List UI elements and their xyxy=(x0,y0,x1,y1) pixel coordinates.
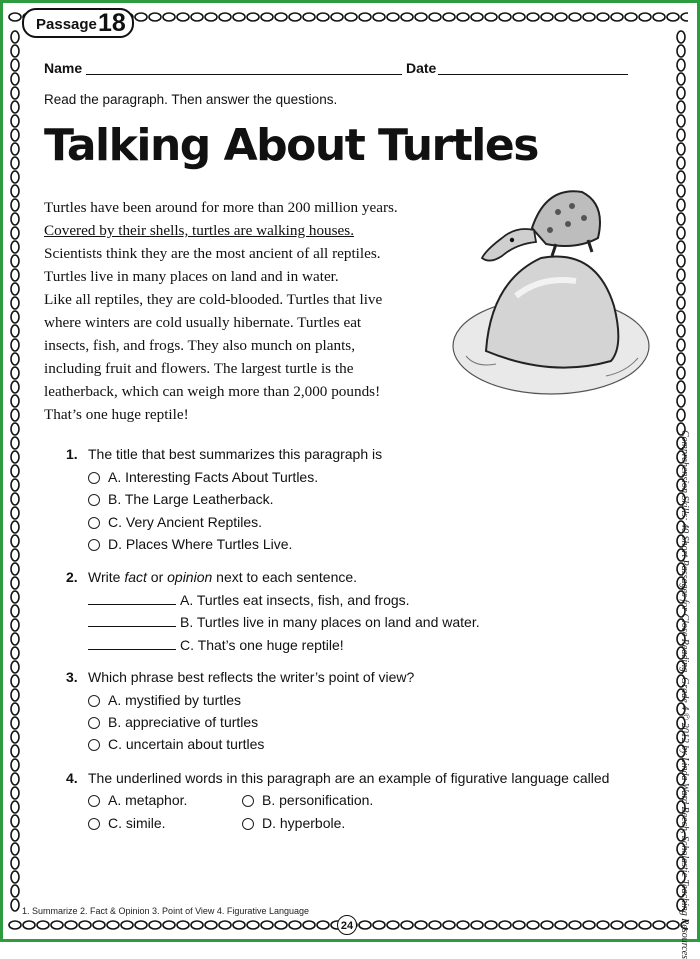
radio-button[interactable] xyxy=(88,818,100,830)
option-label: C. uncertain about turtles xyxy=(108,736,265,752)
q3-option-a[interactable] xyxy=(88,692,241,708)
passage-label xyxy=(22,8,134,38)
question-text: The title that best summarizes this paragraph is xyxy=(88,446,383,462)
question-number: 2. xyxy=(66,569,78,585)
radio-button[interactable] xyxy=(242,818,254,830)
page-number: 24 xyxy=(337,915,357,935)
q1-option-d[interactable] xyxy=(88,536,292,552)
radio-button[interactable] xyxy=(88,517,100,529)
item-label: B. Turtles live in many places on land and water. xyxy=(180,614,480,630)
question-text: Write fact or opinion next to each sentence. xyxy=(88,569,358,585)
date-field[interactable] xyxy=(438,74,628,75)
option-label: C. simile. xyxy=(108,815,166,831)
paragraph-line: Turtles live in many places on land and in water. xyxy=(44,268,339,285)
q4-option-d[interactable] xyxy=(242,815,345,831)
radio-button[interactable] xyxy=(88,717,100,729)
option-label: C. Very Ancient Reptiles. xyxy=(108,514,263,530)
skills-footer: 1. Summarize 2. Fact & Opinion 3. Point of View 4. Figurative Language xyxy=(22,906,309,916)
question-number: 4. xyxy=(66,770,78,786)
name-date-row xyxy=(44,58,629,78)
item-label: A. Turtles eat insects, fish, and frogs. xyxy=(180,592,410,608)
passage-word: Passage xyxy=(36,16,97,33)
radio-button[interactable] xyxy=(88,739,100,751)
option-label: A. Interesting Facts About Turtles. xyxy=(108,469,319,485)
question-text: The underlined words in this paragraph are an example of figurative language called xyxy=(88,770,610,786)
option-label: D. Places Where Turtles Live. xyxy=(108,536,293,552)
paragraph-line: including fruit and flowers. The largest turtle is the xyxy=(44,360,354,377)
q2-item-c xyxy=(88,637,344,653)
instructions: Read the paragraph. Then answer the questions. xyxy=(44,92,338,107)
radio-button[interactable] xyxy=(88,494,100,506)
question-text: Which phrase best reflects the writer’s point of view? xyxy=(88,669,415,685)
radio-button[interactable] xyxy=(88,795,100,807)
paragraph-line-underlined: Covered by their shells, turtles are walking houses. xyxy=(44,222,355,239)
reading-paragraph xyxy=(44,196,444,426)
radio-button[interactable] xyxy=(242,795,254,807)
name-label: Name xyxy=(44,60,83,76)
passage-number: 18 xyxy=(98,9,126,37)
q1-option-b[interactable] xyxy=(88,491,274,507)
option-label: B. The Large Leatherback. xyxy=(108,491,274,507)
question-number: 1. xyxy=(66,446,78,462)
q2-item-b xyxy=(88,614,480,630)
q4-option-a[interactable] xyxy=(88,792,187,808)
radio-button[interactable] xyxy=(88,472,100,484)
chain-border-left xyxy=(6,30,24,912)
paragraph-line: where winters are cold usually hibernate. Turtles eat xyxy=(44,314,362,331)
paragraph-line: Scientists think they are the most ancient of all reptiles. xyxy=(44,245,381,262)
answer-blank[interactable] xyxy=(88,592,176,605)
name-field[interactable] xyxy=(86,74,402,75)
paragraph-line: Like all reptiles, they are cold-blooded. Turtles that live xyxy=(44,291,383,308)
paragraph-line: insects, fish, and frogs. They also munch on plants, xyxy=(44,337,356,354)
page-title: Talking About Turtles xyxy=(44,120,538,171)
date-label: Date xyxy=(406,60,437,76)
option-label: B. appreciative of turtles xyxy=(108,714,259,730)
copyright-credit: Comprehension Skills: 40 Short Passages for Close Reading, Grade 4 © 2012 by Linda Ward Beech, Scholastic Teaching Resources xyxy=(679,430,690,959)
option-label: D. hyperbole. xyxy=(262,815,346,831)
q3-option-b[interactable] xyxy=(88,714,258,730)
answer-blank[interactable] xyxy=(88,637,176,650)
paragraph-line: That’s one huge reptile! xyxy=(44,406,189,423)
radio-button[interactable] xyxy=(88,539,100,551)
item-label: C. That’s one huge reptile! xyxy=(180,637,344,653)
question-number: 3. xyxy=(66,669,78,685)
answer-blank[interactable] xyxy=(88,614,176,627)
q3-option-c[interactable] xyxy=(88,736,264,752)
option-label: A. mystified by turtles xyxy=(108,692,242,708)
q4-option-c[interactable] xyxy=(88,815,166,831)
q4-option-b[interactable] xyxy=(242,792,373,808)
option-label: B. personification. xyxy=(262,792,374,808)
option-label: A. metaphor. xyxy=(108,792,188,808)
q1-option-a[interactable] xyxy=(88,469,318,485)
q2-item-a xyxy=(88,592,410,608)
turtle-on-rock-illustration xyxy=(446,186,656,406)
paragraph-line: leatherback, which can weigh more than 2,000 pounds! xyxy=(44,383,381,400)
radio-button[interactable] xyxy=(88,695,100,707)
paragraph-line: Turtles have been around for more than 200 million years. xyxy=(44,199,398,216)
q1-option-c[interactable] xyxy=(88,514,262,530)
